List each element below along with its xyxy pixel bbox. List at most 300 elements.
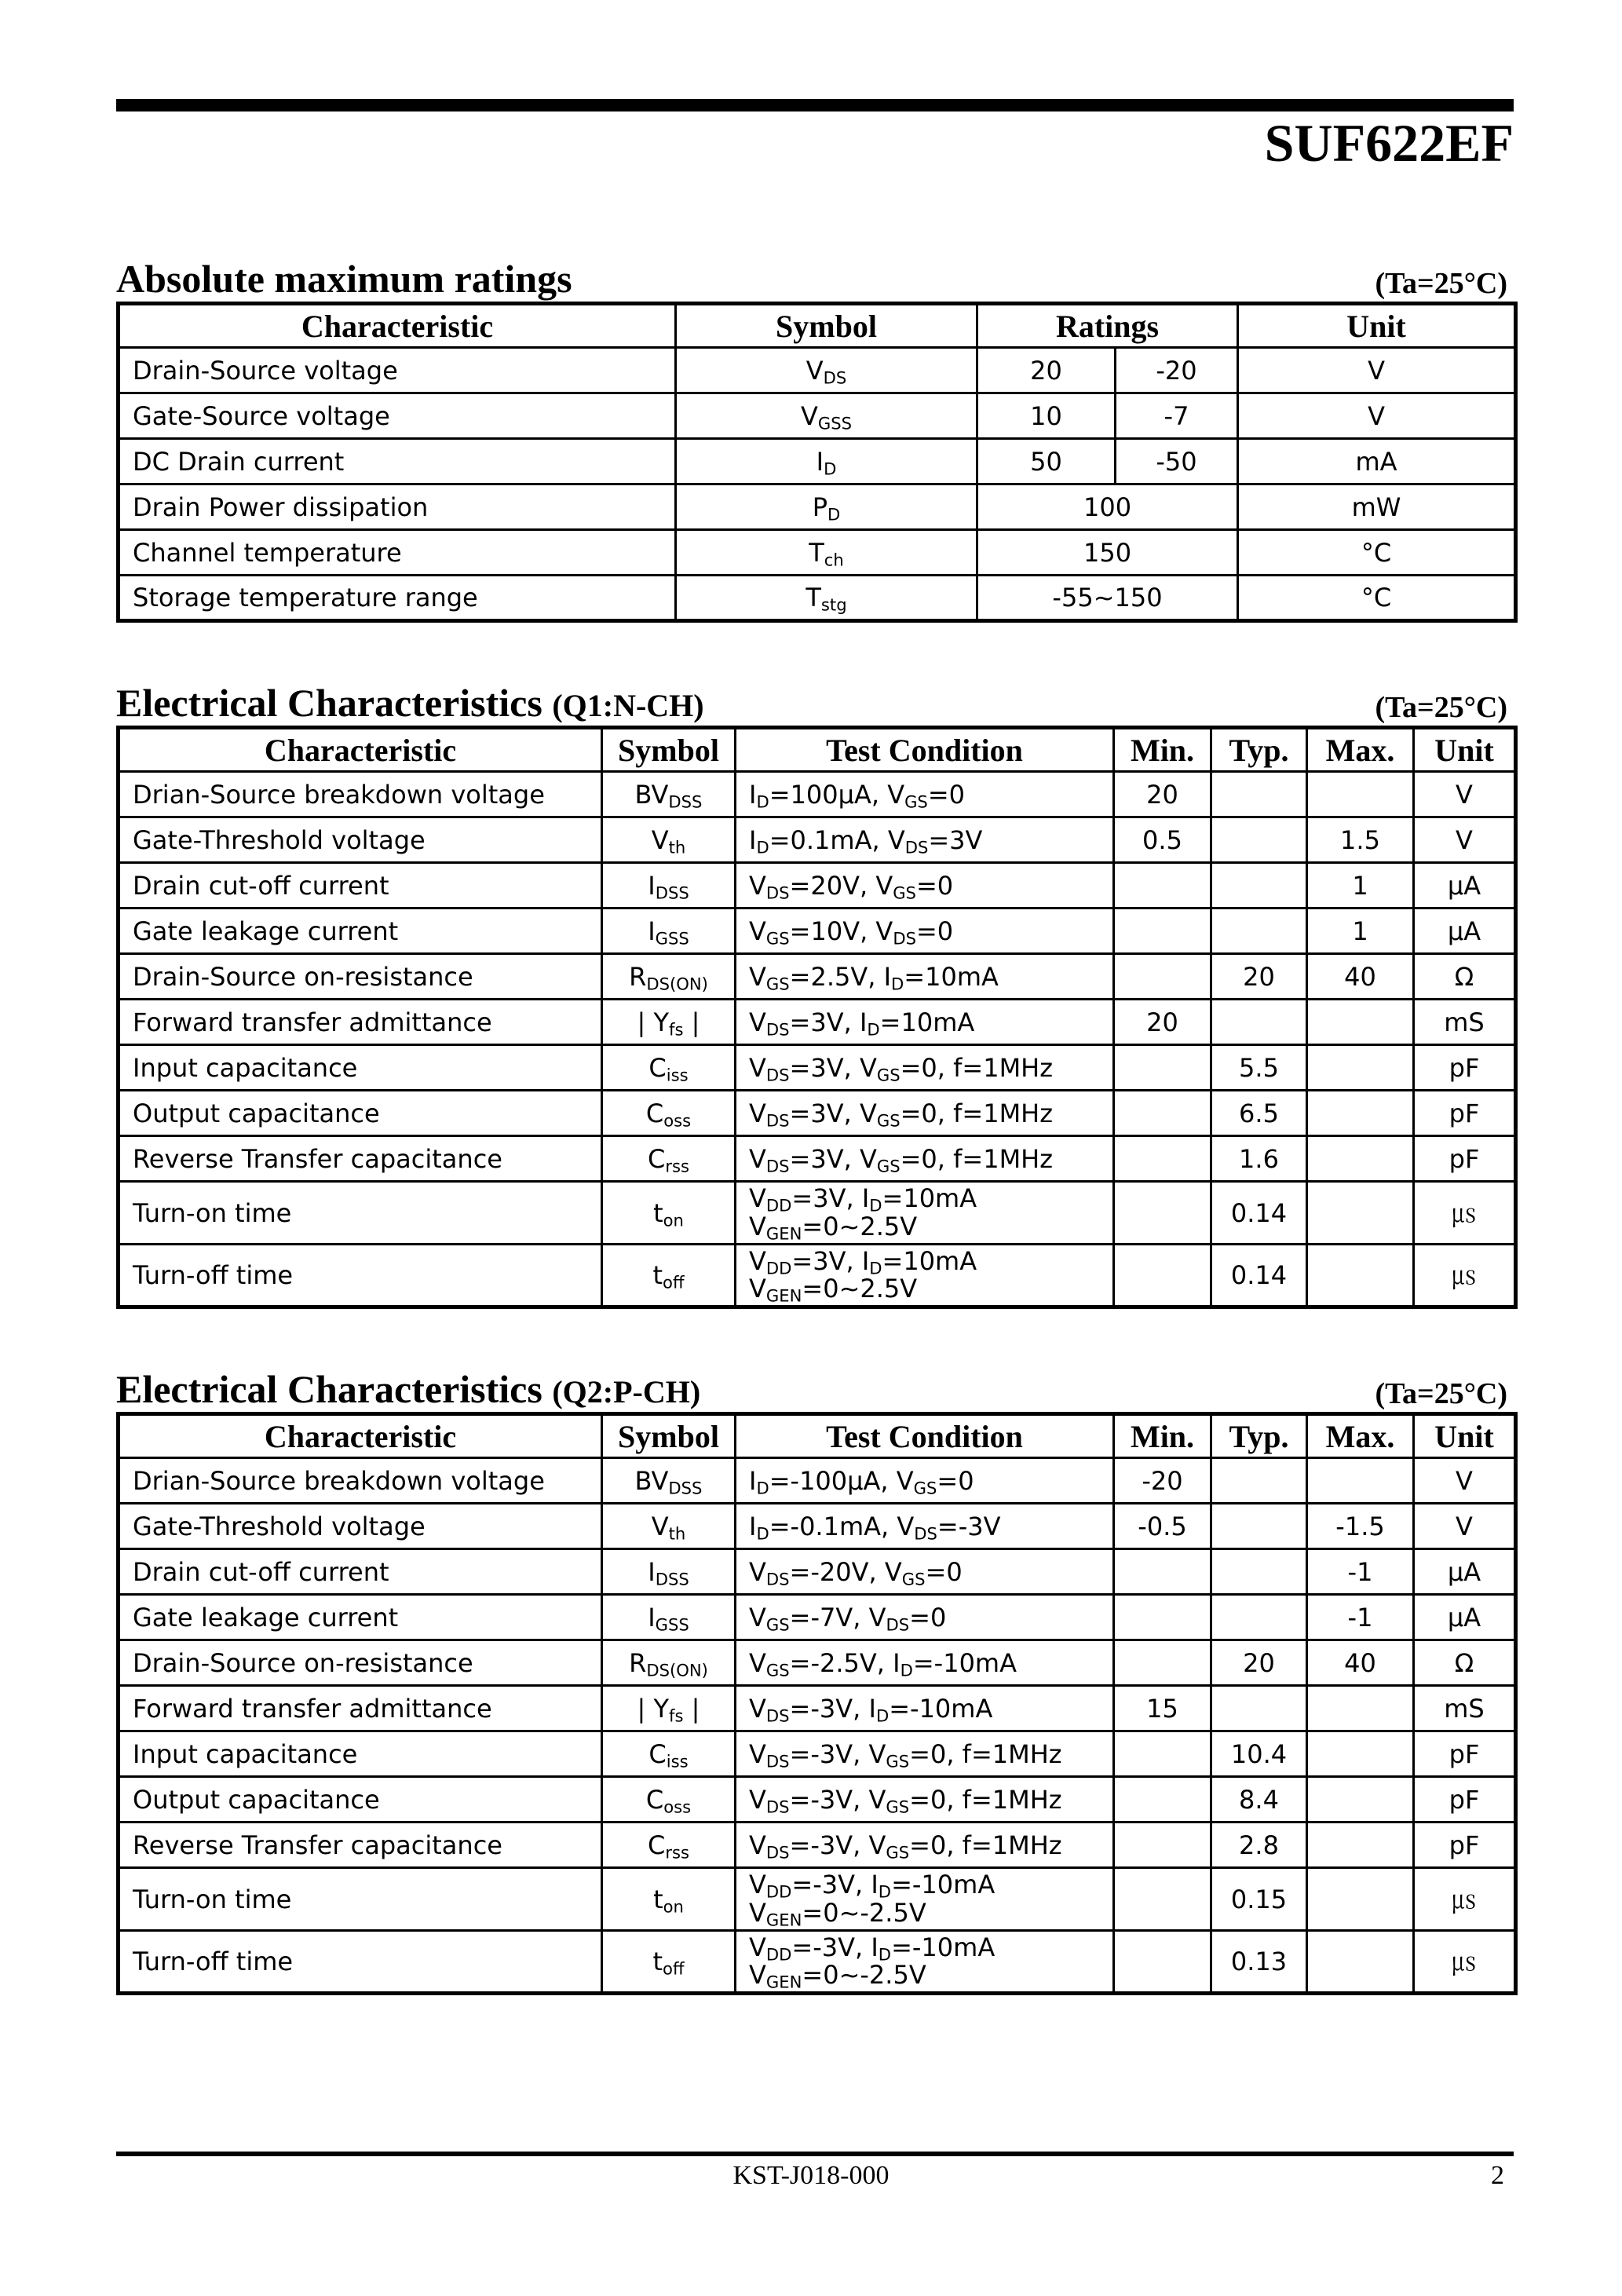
symbol-subscript: rss xyxy=(665,1841,690,1862)
characteristic-cell: Forward transfer admittance xyxy=(119,1686,602,1731)
condition-subscript: GS xyxy=(904,791,928,811)
condition-subscript: GS xyxy=(913,1477,937,1497)
test-condition-cell xyxy=(736,1823,1114,1868)
q1-subtitle: (Q1:N-CH) xyxy=(552,688,704,723)
symbol-cell xyxy=(602,817,736,863)
header-min: Min. xyxy=(1114,728,1211,772)
q2-body xyxy=(119,1458,1516,1994)
symbol-text: V xyxy=(806,355,824,386)
condition-var: V xyxy=(749,870,766,901)
symbol-cell xyxy=(676,576,977,621)
header-max: Max. xyxy=(1307,728,1414,772)
symbol-cell xyxy=(602,1549,736,1595)
condition-subscript: D xyxy=(869,1195,882,1216)
symbol-cell xyxy=(602,909,736,954)
symbol-subscript: DS(ON) xyxy=(646,1659,708,1680)
table-row xyxy=(119,1549,1516,1595)
symbol-subscript: D xyxy=(824,458,837,478)
condition-var: I xyxy=(859,1007,868,1037)
max-cell: 1 xyxy=(1307,909,1414,954)
typ-cell: 0.13 xyxy=(1211,1931,1307,1994)
condition-subscript: GS xyxy=(765,1659,790,1680)
min-cell xyxy=(1114,1731,1211,1777)
rating-positive-cell: 20 xyxy=(977,348,1116,393)
condition-value: =-3V, xyxy=(791,1932,871,1962)
characteristic-cell: Gate-Threshold voltage xyxy=(119,1504,602,1549)
symbol-cell xyxy=(602,1245,736,1307)
condition-value: =3V, xyxy=(789,1007,860,1037)
symbol-text: R xyxy=(629,961,647,992)
condition-subscript: GS xyxy=(886,1750,910,1771)
min-cell xyxy=(1114,909,1211,954)
unit-cell: mA xyxy=(1238,439,1516,484)
condition-value: =0.1mA, xyxy=(769,824,888,855)
symbol-subscript: DSS xyxy=(655,882,689,902)
symbol-cell xyxy=(676,484,977,530)
condition-subscript: DS xyxy=(765,1705,790,1725)
characteristic-cell: Drian-Source breakdown voltage xyxy=(119,772,602,817)
condition-line xyxy=(749,1960,1112,1992)
characteristic-cell: Turn-on time xyxy=(119,1182,602,1245)
condition-subscript: GS xyxy=(765,973,790,993)
symbol-subscript: DS(ON) xyxy=(646,973,708,993)
header-unit: Unit xyxy=(1238,304,1516,348)
bottom-rule xyxy=(116,2152,1514,2156)
typ-cell: 2.8 xyxy=(1211,1823,1307,1868)
condition-var: V xyxy=(749,1245,766,1276)
header-unit: Unit xyxy=(1414,1414,1516,1458)
table-row xyxy=(119,1823,1516,1868)
symbol-subscript: DSS xyxy=(668,791,703,811)
min-cell xyxy=(1114,1777,1211,1823)
symbol-text: BV xyxy=(634,779,669,810)
unit-cell: °C xyxy=(1238,576,1516,621)
condition-var: V xyxy=(749,1784,766,1815)
condition-value: =0 xyxy=(925,1556,963,1587)
condition-var: V xyxy=(749,1052,766,1083)
min-cell xyxy=(1114,1245,1211,1307)
test-condition-cell xyxy=(736,1504,1114,1549)
symbol-cell xyxy=(602,772,736,817)
condition-subscript: GEN xyxy=(765,1223,802,1243)
condition-subscript: D xyxy=(878,1881,892,1902)
symbol-cell xyxy=(602,1595,736,1640)
condition-subscript: GS xyxy=(876,1110,901,1130)
symbol-subscript: D xyxy=(827,503,841,524)
condition-value: =-10mA xyxy=(891,1932,995,1962)
condition-value: =-10mA xyxy=(889,1693,993,1724)
rating-cell: 150 xyxy=(977,530,1238,576)
symbol-text: T xyxy=(806,583,821,612)
max-cell xyxy=(1307,1458,1414,1504)
unit-cell: pF xyxy=(1414,1045,1516,1091)
condition-value: =-2.5V, xyxy=(789,1647,893,1678)
max-cell xyxy=(1307,1182,1414,1245)
condition-subscript: D xyxy=(869,1258,882,1278)
symbol-cell xyxy=(602,1868,736,1931)
symbol-subscript: DS xyxy=(823,367,847,387)
characteristic-cell: Output capacitance xyxy=(119,1091,602,1136)
max-cell: 1 xyxy=(1307,863,1414,909)
condition-var: I xyxy=(861,1245,870,1276)
symbol-text: C xyxy=(645,1784,664,1815)
condition-value: =0 xyxy=(915,870,954,901)
condition-value: =3V, xyxy=(789,1052,860,1083)
condition-value: =0, f=1MHz xyxy=(909,1784,1062,1815)
condition-value: =3V xyxy=(928,824,983,855)
header-characteristic: Characteristic xyxy=(119,1414,602,1458)
symbol-cell xyxy=(602,1823,736,1868)
q1-title: Electrical Characteristics xyxy=(116,681,553,725)
symbol-cell xyxy=(602,1091,736,1136)
min-cell xyxy=(1114,1640,1211,1686)
test-condition-cell xyxy=(736,1182,1114,1245)
test-condition-cell xyxy=(736,772,1114,817)
test-condition-cell xyxy=(736,1595,1114,1640)
condition-var: V xyxy=(896,1465,914,1496)
symbol-text: t xyxy=(653,1197,663,1228)
condition-subscript: DS xyxy=(904,836,929,857)
unit-cell: mS xyxy=(1414,1000,1516,1045)
condition-subscript: DS xyxy=(893,927,916,948)
abs-max-table xyxy=(116,302,1518,623)
condition-value: =-3V xyxy=(937,1511,1001,1541)
part-number: SUF622EF xyxy=(1264,113,1514,173)
characteristic-cell: Drain-Source voltage xyxy=(119,348,676,393)
characteristic-cell: DC Drain current xyxy=(119,439,676,484)
symbol-subscript: iss xyxy=(666,1064,689,1084)
condition-value: =0, f=1MHz xyxy=(909,1830,1062,1860)
characteristic-cell: Turn-on time xyxy=(119,1868,602,1931)
symbol-text: C xyxy=(648,1738,667,1769)
min-cell: 15 xyxy=(1114,1686,1211,1731)
condition-value: =0, f=1MHz xyxy=(909,1738,1062,1769)
test-condition-cell xyxy=(736,909,1114,954)
min-cell xyxy=(1114,1868,1211,1931)
abs-max-heading xyxy=(116,254,1514,302)
condition-line xyxy=(749,1870,1112,1902)
q1-condition: (Ta=25°C) xyxy=(1375,691,1507,724)
symbol-subscript: on xyxy=(663,1896,684,1916)
page-number: 2 xyxy=(1491,2161,1504,2190)
table-row xyxy=(119,954,1516,1000)
condition-var: V xyxy=(749,1007,766,1037)
condition-subscript: GS xyxy=(886,1841,910,1862)
symbol-text: V xyxy=(800,400,818,431)
condition-line xyxy=(749,1245,1112,1278)
min-cell xyxy=(1114,1136,1211,1182)
condition-value: =3V, xyxy=(791,1245,862,1276)
max-cell xyxy=(1307,1091,1414,1136)
symbol-text: C xyxy=(648,1052,667,1083)
condition-var: V xyxy=(749,1556,766,1587)
characteristic-cell: Drain-Source on-resistance xyxy=(119,954,602,1000)
rating-cell: 100 xyxy=(977,484,1238,530)
header-characteristic: Characteristic xyxy=(119,728,602,772)
table-row xyxy=(119,1686,1516,1731)
q1-body xyxy=(119,772,1516,1307)
condition-var: V xyxy=(897,1511,915,1541)
symbol-cell xyxy=(602,1731,736,1777)
condition-subscript: GS xyxy=(886,1796,910,1816)
condition-var: V xyxy=(749,1693,766,1724)
condition-var: V xyxy=(749,1098,766,1128)
characteristic-cell: Drain-Source on-resistance xyxy=(119,1640,602,1686)
condition-line xyxy=(749,1183,1112,1216)
max-cell: 40 xyxy=(1307,954,1414,1000)
condition-var: V xyxy=(749,1183,766,1214)
min-cell xyxy=(1114,954,1211,1000)
header-min: Min. xyxy=(1114,1414,1211,1458)
condition-value: =-10mA xyxy=(912,1647,1017,1678)
characteristic-cell: Gate leakage current xyxy=(119,909,602,954)
test-condition-cell xyxy=(736,1731,1114,1777)
condition-value: =3V, xyxy=(789,1143,860,1174)
unit-cell: V xyxy=(1414,1458,1516,1504)
symbol-text: | Y xyxy=(637,1007,670,1037)
condition-subscript: GS xyxy=(901,1568,926,1589)
condition-subscript: D xyxy=(891,973,904,993)
header-test-condition: Test Condition xyxy=(736,728,1114,772)
symbol-subscript: DSS xyxy=(668,1477,703,1497)
condition-subscript: D xyxy=(756,1477,769,1497)
symbol-text: t xyxy=(652,1260,663,1290)
condition-var: I xyxy=(871,1932,879,1962)
test-condition-cell xyxy=(736,863,1114,909)
table-row xyxy=(119,1595,1516,1640)
condition-line xyxy=(749,1213,1112,1241)
typ-cell xyxy=(1211,909,1307,954)
symbol-subscript: off xyxy=(663,1272,685,1292)
condition-value: =-3V, xyxy=(789,1738,869,1769)
condition-value: =-7V, xyxy=(789,1602,869,1632)
table-row xyxy=(119,1182,1516,1245)
characteristic-cell: Input capacitance xyxy=(119,1045,602,1091)
condition-var: I xyxy=(861,1183,870,1214)
abs-max-condition: (Ta=25°C) xyxy=(1375,267,1507,300)
table-row xyxy=(119,817,1516,863)
table-row xyxy=(119,1136,1516,1182)
typ-cell: 20 xyxy=(1211,954,1307,1000)
symbol-text: I xyxy=(816,446,824,477)
table-row xyxy=(119,1731,1516,1777)
test-condition-cell xyxy=(736,954,1114,1000)
test-condition-cell xyxy=(736,1136,1114,1182)
test-condition-cell xyxy=(736,1000,1114,1045)
unit-cell: μA xyxy=(1414,909,1516,954)
min-cell xyxy=(1114,1045,1211,1091)
unit-cell: ㎲ xyxy=(1414,1182,1516,1245)
rating-positive-cell: 50 xyxy=(977,439,1116,484)
symbol-text: I xyxy=(648,916,656,946)
characteristic-cell: Drain cut-off current xyxy=(119,863,602,909)
q1-header-row xyxy=(119,728,1516,772)
table-row xyxy=(119,1504,1516,1549)
condition-subscript: DD xyxy=(765,1195,792,1216)
top-rule xyxy=(116,99,1514,112)
condition-subscript: D xyxy=(878,1944,892,1965)
symbol-cell xyxy=(602,1458,736,1504)
condition-value: =0 xyxy=(909,1602,947,1632)
typ-cell xyxy=(1211,1686,1307,1731)
doc-code: KST-J018-000 xyxy=(732,2161,890,2190)
condition-subscript: D xyxy=(900,1659,913,1680)
symbol-subscript: GSS xyxy=(655,927,689,948)
condition-subscript: DS xyxy=(914,1523,937,1543)
condition-subscript: DS xyxy=(765,1018,790,1039)
symbol-text: I xyxy=(648,870,656,901)
condition-value: =3V, xyxy=(789,1098,860,1128)
condition-var: V xyxy=(749,1932,766,1962)
characteristic-cell: Reverse Transfer capacitance xyxy=(119,1823,602,1868)
table-row xyxy=(119,1777,1516,1823)
condition-var: V xyxy=(749,1830,766,1860)
header-ratings: Ratings xyxy=(977,304,1238,348)
max-cell xyxy=(1307,1868,1414,1931)
q2-header-row xyxy=(119,1414,1516,1458)
condition-subscript: GEN xyxy=(765,1285,802,1306)
condition-var: V xyxy=(749,1143,766,1174)
typ-cell: 6.5 xyxy=(1211,1091,1307,1136)
table-row xyxy=(119,1091,1516,1136)
condition-value: =0~2.5V xyxy=(802,1274,918,1303)
condition-var: V xyxy=(875,870,893,901)
condition-subscript: DD xyxy=(765,1881,792,1902)
table-row xyxy=(119,772,1516,817)
condition-var: V xyxy=(749,961,766,992)
symbol-cell xyxy=(676,393,977,439)
table-row xyxy=(119,1245,1516,1307)
condition-var: V xyxy=(749,1647,766,1678)
min-cell xyxy=(1114,1931,1211,1994)
max-cell xyxy=(1307,1045,1414,1091)
condition-value: =2.5V, xyxy=(789,961,884,992)
min-cell: 20 xyxy=(1114,1000,1211,1045)
max-cell: 40 xyxy=(1307,1640,1414,1686)
condition-var: V xyxy=(859,1143,877,1174)
table-row xyxy=(119,909,1516,954)
condition-value: =0, f=1MHz xyxy=(900,1098,1054,1128)
condition-value: =3V, xyxy=(791,1183,862,1214)
condition-value: =-3V, xyxy=(789,1693,869,1724)
condition-subscript: DS xyxy=(765,1568,790,1589)
characteristic-cell: Gate-Threshold voltage xyxy=(119,817,602,863)
q2-condition: (Ta=25°C) xyxy=(1375,1377,1507,1410)
typ-cell: 0.15 xyxy=(1211,1868,1307,1931)
unit-cell: °C xyxy=(1238,530,1516,576)
typ-cell: 8.4 xyxy=(1211,1777,1307,1823)
characteristic-cell: Drain Power dissipation xyxy=(119,484,676,530)
header-symbol: Symbol xyxy=(602,1414,736,1458)
unit-cell: ㎲ xyxy=(1414,1868,1516,1931)
test-condition-cell xyxy=(736,1549,1114,1595)
unit-cell: μA xyxy=(1414,1549,1516,1595)
min-cell xyxy=(1114,1823,1211,1868)
condition-subscript: DD xyxy=(765,1258,792,1278)
condition-var: V xyxy=(887,824,905,855)
typ-cell xyxy=(1211,1000,1307,1045)
test-condition-cell xyxy=(736,1458,1114,1504)
header-typ: Typ. xyxy=(1211,728,1307,772)
min-cell: -20 xyxy=(1114,1458,1211,1504)
condition-value: =0 xyxy=(915,916,954,946)
table-row xyxy=(119,1640,1516,1686)
condition-value: =10mA xyxy=(882,1183,977,1214)
min-cell: 20 xyxy=(1114,772,1211,817)
abs-max-body xyxy=(119,348,1516,621)
condition-value: =-0.1mA, xyxy=(769,1511,897,1541)
symbol-subscript: GSS xyxy=(817,412,853,433)
symbol-cell xyxy=(602,1000,736,1045)
unit-cell: pF xyxy=(1414,1777,1516,1823)
unit-cell: μA xyxy=(1414,863,1516,909)
test-condition-cell xyxy=(736,1868,1114,1931)
condition-value: =-3V, xyxy=(791,1870,871,1900)
header-symbol: Symbol xyxy=(602,728,736,772)
condition-value: =10mA xyxy=(882,1245,977,1276)
condition-subscript: GEN xyxy=(765,1972,802,1992)
condition-var: I xyxy=(749,1465,757,1496)
min-cell xyxy=(1114,1091,1211,1136)
characteristic-cell: Drian-Source breakdown voltage xyxy=(119,1458,602,1504)
condition-var: I xyxy=(749,824,757,855)
condition-var: V xyxy=(859,1098,877,1128)
symbol-text: C xyxy=(645,1098,664,1128)
unit-cell: V xyxy=(1238,348,1516,393)
symbol-subscript: iss xyxy=(666,1750,689,1771)
symbol-subscript: rss xyxy=(665,1155,690,1175)
condition-value: =100μA, xyxy=(769,779,888,810)
condition-value: =10mA xyxy=(879,1007,975,1037)
max-cell xyxy=(1307,1823,1414,1868)
symbol-cell xyxy=(602,954,736,1000)
table-row xyxy=(119,348,1516,393)
typ-cell: 0.14 xyxy=(1211,1245,1307,1307)
max-cell xyxy=(1307,1000,1414,1045)
condition-subscript: GEN xyxy=(765,1909,802,1929)
header-unit: Unit xyxy=(1414,728,1516,772)
condition-var: I xyxy=(893,1647,901,1678)
symbol-text: t xyxy=(653,1884,663,1914)
header-characteristic: Characteristic xyxy=(119,304,676,348)
unit-cell: ㎲ xyxy=(1414,1245,1516,1307)
table-row xyxy=(119,530,1516,576)
condition-subscript: DS xyxy=(765,1064,790,1084)
unit-cell: V xyxy=(1414,1504,1516,1549)
condition-subscript: GS xyxy=(893,882,916,902)
q2-table xyxy=(116,1412,1518,1995)
unit-cell: V xyxy=(1414,817,1516,863)
rating-cell: -55~150 xyxy=(977,576,1238,621)
symbol-subscript: on xyxy=(663,1209,684,1230)
unit-cell: mW xyxy=(1238,484,1516,530)
q2-title: Electrical Characteristics xyxy=(116,1367,553,1411)
unit-cell: pF xyxy=(1414,1091,1516,1136)
typ-cell: 0.14 xyxy=(1211,1182,1307,1245)
condition-subscript: DS xyxy=(765,1110,790,1130)
condition-var: V xyxy=(884,1556,902,1587)
min-cell: 0.5 xyxy=(1114,817,1211,863)
condition-value: =0~2.5V xyxy=(802,1211,918,1241)
symbol-cell xyxy=(602,1640,736,1686)
condition-subscript: GS xyxy=(765,1614,790,1634)
condition-subscript: D xyxy=(875,1705,890,1725)
typ-cell: 10.4 xyxy=(1211,1731,1307,1777)
typ-cell: 1.6 xyxy=(1211,1136,1307,1182)
characteristic-cell: Storage temperature range xyxy=(119,576,676,621)
table-row xyxy=(119,1931,1516,1994)
symbol-cell xyxy=(602,1045,736,1091)
